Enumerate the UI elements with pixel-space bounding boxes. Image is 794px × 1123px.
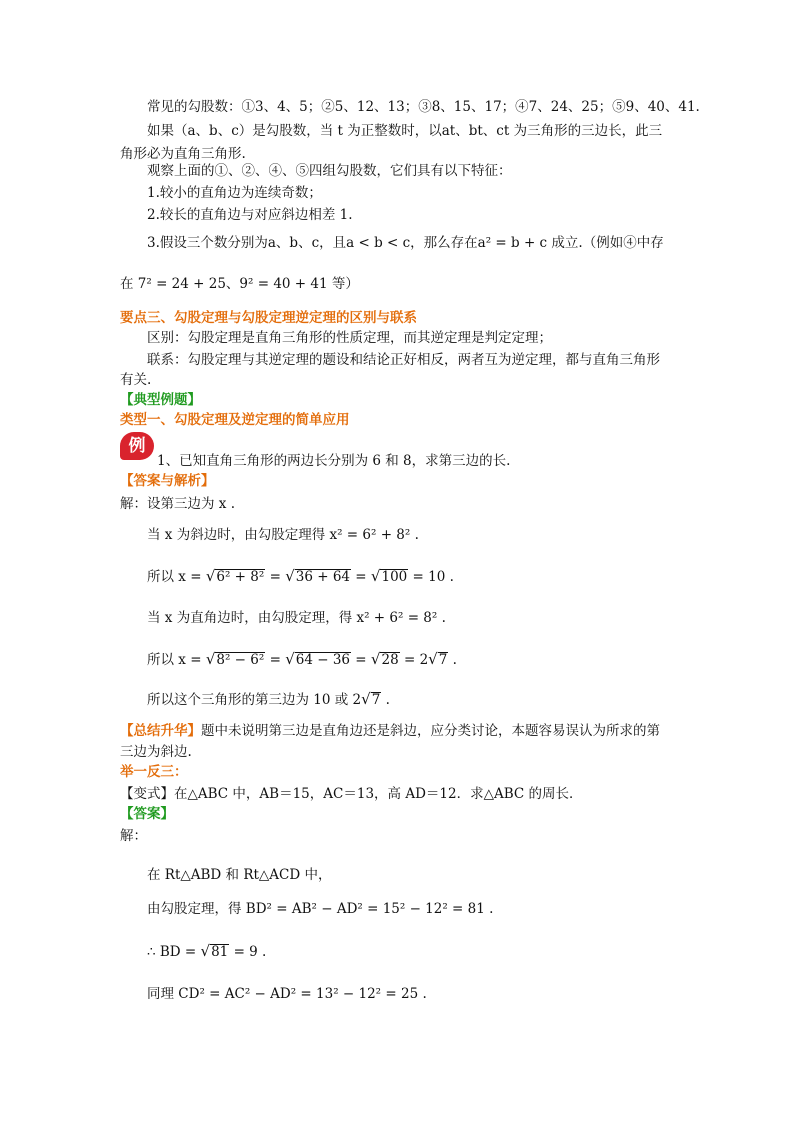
relation-line-cont: 有关.	[120, 372, 152, 388]
feature-3-cont: 在 7² = 24 + 25、9² = 40 + 41 等）	[120, 276, 359, 292]
cd-squared-line: 同理 CD² = AC² − AD² = 13² − 12² = 25 .	[147, 986, 427, 1002]
section-heading-3: 要点三、勾股定理与勾股定理逆定理的区别与联系	[120, 310, 417, 326]
variant-question: 【变式】在△ABC 中，AB＝15，AC＝13，高 AD＝12．求△ABC 的周长．	[120, 786, 583, 802]
feature-1: 1.较小的直角边为连续奇数；	[147, 185, 322, 201]
difference-line: 区别：勾股定理是直角三角形的性质定理，而其逆定理是判定定理；	[147, 330, 552, 346]
answer-heading: 【答案】	[120, 806, 174, 822]
typical-examples-heading: 【典型例题】	[120, 392, 201, 408]
practice-heading: 举一反三：	[120, 764, 188, 780]
result-leg: 所以 x = √8² − 6² = √64 − 36 = √28 = 2√7 .	[147, 650, 457, 668]
feature-3: 3.假设三个数分别为a、b、c，且a < b < c，那么存在a² = b + c 成立.（例如④中存	[147, 235, 664, 251]
observe-line: 观察上面的①、②、④、⑤四组勾股数，它们具有以下特征：	[147, 163, 512, 179]
example-badge: 例	[120, 432, 154, 460]
relation-line: 联系：勾股定理与其逆定理的题设和结论正好相反，两者互为逆定理，都与直角三角形	[147, 352, 660, 368]
bd-result-line: ∴ BD = √81 = 9 .	[147, 942, 267, 960]
bd-squared-line: 由勾股定理，得 BD² = AB² − AD² = 15² − 12² = 81 .	[147, 901, 494, 917]
variant-solution-intro: 解：	[120, 828, 147, 844]
summary-heading: 【总结升华】	[120, 723, 201, 739]
summary-line: 【总结升华】题中未说明第三边是直角边还是斜边，应分类讨论，本题容易误认为所求的第	[120, 723, 660, 739]
summary-line-cont: 三边为斜边.	[120, 744, 192, 760]
scaled-triple-line-cont: 角形必为直角三角形.	[120, 146, 246, 162]
example-question: 1、已知直角三角形的两边长分别为 6 和 8，求第三边的长.	[157, 453, 511, 469]
feature-2: 2.较长的直角边与对应斜边相差 1.	[147, 207, 353, 223]
pythagorean-triples-line: 常见的勾股数：①3、4、5；②5、12、13；③8、15、17；④7、24、25；⑤9、40、41.	[147, 99, 700, 115]
case-leg: 当 x 为直角边时，由勾股定理，得 x² + 6² = 8² .	[147, 610, 446, 626]
solution-intro: 解：设第三边为 x .	[120, 496, 235, 512]
answer-analysis-heading: 【答案与解析】	[120, 473, 215, 489]
scaled-triple-line: 如果（a、b、c）是勾股数，当 t 为正整数时，以at、bt、ct 为三角形的三边长，此三	[147, 123, 663, 139]
triangles-line: 在 Rt△ABD 和 Rt△ACD 中，	[147, 867, 332, 883]
case-hypotenuse: 当 x 为斜边时，由勾股定理得 x² = 6² + 8² .	[147, 527, 419, 543]
type-one-heading: 类型一、勾股定理及逆定理的简单应用	[120, 412, 350, 428]
result-hypotenuse: 所以 x = √6² + 8² = √36 + 64 = √100 = 10 .	[147, 567, 454, 585]
conclusion-line: 所以这个三角形的第三边为 10 或 2√7 .	[147, 690, 390, 708]
